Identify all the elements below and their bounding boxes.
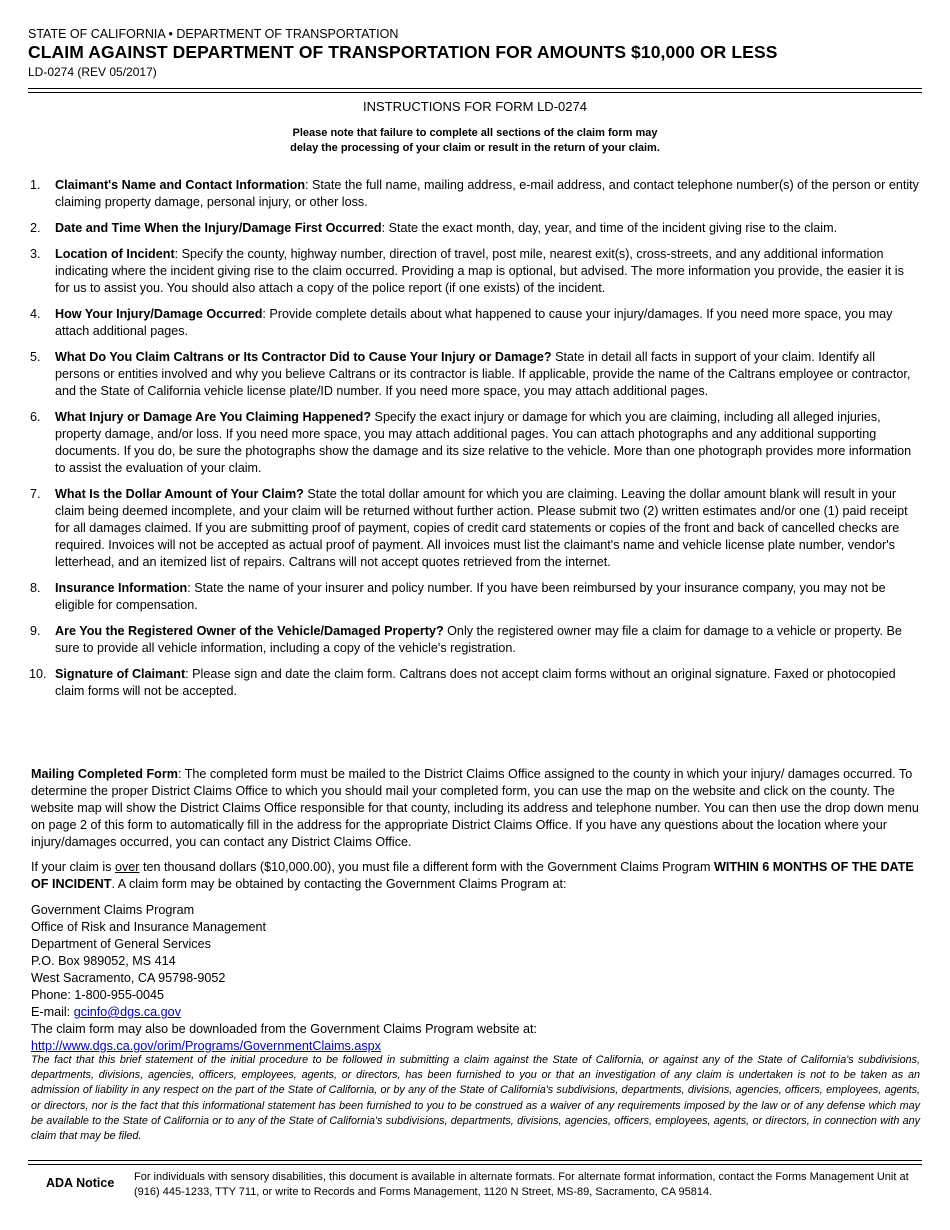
- item-text: : State the exact month, day, year, and time of the incident giving rise to the claim.: [381, 221, 838, 235]
- instruction-item: [30, 666, 920, 700]
- item-title: Signature of Claimant: [55, 667, 186, 681]
- item-number: 8.: [30, 581, 41, 595]
- instruction-item: [30, 177, 920, 211]
- address-line: West Sacramento, CA 95798-9052: [31, 971, 226, 985]
- over-underlined: over: [114, 860, 140, 874]
- item-text: State in detail all facts in support of your claim. Identify all persons or entities involved and why you believe Caltrans or its contractor is liable. If applicable, provide the name of the Caltrans employee or contractor, and the State of California vehicle license plate/ID number. If you need more space, you may attach additional pages.: [55, 350, 911, 398]
- form-title: CLAIM AGAINST DEPARTMENT OF TRANSPORTATION FOR AMOUNTS $10,000 OR LESS: [28, 42, 778, 62]
- item-title: What Do You Claim Caltrans or Its Contractor Did to Cause Your Injury or Damage?: [55, 350, 552, 364]
- address-line: Government Claims Program: [31, 903, 195, 917]
- mailing-paragraph: [31, 766, 921, 851]
- instructions-heading: INSTRUCTIONS FOR FORM LD-0274: [363, 99, 587, 114]
- address-line: Department of General Services: [31, 937, 211, 951]
- item-text: : State the full name, mailing address, e-mail address, and contact telephone number(s) of the person or entity claiming property damage, personal injury, or other loss.: [55, 178, 919, 209]
- email-label: E-mail:: [31, 1005, 74, 1019]
- item-number: 9.: [30, 624, 41, 638]
- item-number: 2.: [30, 221, 41, 235]
- over-post: . A claim form may be obtained by contacting the Government Claims Program at:: [111, 877, 567, 891]
- ada-notice-text: For individuals with sensory disabilities, this document is available in alternate formats. For alternate format information, contact the Forms Management Unit at (916) 445-1233, TTY 711, or write to Records and Forms Management, 1120 N Street, MS-89, Sacramento, CA 95814.: [134, 1171, 909, 1198]
- footer-divider: [28, 1160, 922, 1161]
- website-link[interactable]: http://www.dgs.ca.gov/orim/Programs/GovernmentClaims.aspx: [31, 1039, 381, 1053]
- item-number: 6.: [30, 410, 41, 424]
- instruction-item: [30, 409, 920, 477]
- deadline-text: WITHIN 6 MONTHS OF THE DATE OF INCIDENT: [31, 860, 914, 891]
- item-text: : Provide complete details about what happened to cause your injury/damages. If you need more space, you may attach additional pages.: [55, 307, 893, 338]
- note-line: delay the processing of your claim or result in the return of your claim.: [290, 142, 660, 154]
- instruction-item: [30, 220, 920, 237]
- item-number: 5.: [30, 350, 41, 364]
- header-divider-double: [28, 92, 922, 93]
- note-line: Please note that failure to complete all sections of the claim form may: [292, 127, 658, 139]
- mailing-text: : The completed form must be mailed to the District Claims Office assigned to the county in which your injury/ damages occurred. To determine the proper District Claims Office to which you should mail your completed form, you can use the map on the website and click on the county. The website map will show the District Claims Office responsible for that county, including its address and telephone number. You can then use the drop down menu on page 2 of this form to automatically fill in the address for the appropriate District Claims Office. If you have any questions about the location where your injury/damages occurred, you can contact any District Claims Office.: [31, 767, 919, 849]
- item-number: 7.: [30, 487, 41, 501]
- item-title: Location of Incident: [55, 247, 175, 261]
- item-text: Specify the exact injury or damage for which you are claiming, including all alleged injuries, property damage, and/or loss. If you need more space, you may attach additional pages. You can attach photographs and any additional supporting documents. If you do, be sure the photographs show the damage and its size relative to the vehicle. More than one photograph provides more information to assist the evaluation of your claim.: [55, 410, 912, 475]
- over-pre: If your claim is: [31, 860, 115, 874]
- item-title: What Is the Dollar Amount of Your Claim?: [55, 487, 304, 501]
- item-title: Are You the Registered Owner of the Vehicle/Damaged Property?: [55, 624, 444, 638]
- claims-program-address: [31, 902, 921, 1055]
- form-number: LD-0274 (REV 05/2017): [28, 65, 157, 79]
- item-text: : Please sign and date the claim form. Caltrans does not accept claim forms without an original signature. Faxed or photocopied claim forms will not be accepted.: [55, 667, 896, 698]
- item-number: 4.: [30, 307, 41, 321]
- download-text: The claim form may also be downloaded from the Government Claims Program website at:: [31, 1022, 538, 1036]
- instruction-item: [30, 246, 920, 297]
- item-text: : Specify the county, highway number, direction of travel, post mile, nearest exit(s), cross-streets, and any additional information indicating where the incident giving rise to the claim occurred. Providing a map is optional, but advised. The more information you provide, the easier it is for us to assist you. You should also attach a copy of the police report (if one exists) of the incident.: [55, 247, 904, 295]
- item-title: Date and Time When the Injury/Damage First Occurred: [55, 221, 382, 235]
- instruction-item: [30, 486, 920, 571]
- over-limit-paragraph: [31, 859, 921, 893]
- item-number: 10.: [29, 667, 47, 681]
- item-title: How Your Injury/Damage Occurred: [55, 307, 263, 321]
- address-line: Office of Risk and Insurance Management: [31, 920, 266, 934]
- agency-line: STATE OF CALIFORNIA • DEPARTMENT OF TRANSPORTATION: [28, 27, 399, 41]
- item-number: 3.: [30, 247, 41, 261]
- footer-divider-double: [28, 1164, 922, 1165]
- mailing-title: Mailing Completed Form: [31, 767, 178, 781]
- item-title: Insurance Information: [55, 581, 188, 595]
- liability-disclaimer: The fact that this brief statement of the initial procedure to be followed in submitting a claim against the State of California, or against any of the State of California's subdivisions, departments, divisions, agencies, officers, employees, agents, or directors, has been furnished to you or that an investigation of any claim is undertaken is not to be taken as an admission of liability in any respect on the part of the State of California, or by any of the State of California's subdivisions, departments, divisions, agencies, officers, employees, agents, or directors, nor is the fact that this informational statement has been furnished to you to be construed as a waiver of any requirements imposed by the law or of any defense which may be available to the State of California or to any of the State of California's subdivisions, departments, divisions, agencies, officers, employees, agents, or directors, in connection with any claim that may be filed.: [31, 1054, 920, 1143]
- instruction-item: [30, 306, 920, 340]
- ada-notice-label: ADA Notice: [46, 1176, 115, 1190]
- item-number: 1.: [30, 178, 41, 192]
- instruction-item: [30, 349, 920, 400]
- item-title: Claimant's Name and Contact Information: [55, 178, 306, 192]
- instruction-item: [30, 623, 920, 657]
- instruction-item: [30, 580, 920, 614]
- processing-note: [200, 126, 750, 156]
- instruction-list: [30, 177, 920, 709]
- over-mid: ten thousand dollars ($10,000.00), you must file a different form with the Government Claims Program: [139, 860, 714, 874]
- item-text: State the total dollar amount for which you are claiming. Leaving the dollar amount blank will result in your claim being deemed incomplete, and your claim will be returned without further action. Please submit two (2) written estimates and/or one (1) paid receipt for all damages claimed. If you are submitting proof of payment, copies of credit card statements or copies of the front and back of cancelled checks are required. Invoices will not be accepted as actual proof of payment. All invoices must list the claimant's name and vehicle license plate number, vendor's letterhead, and an itemized list of repairs. Caltrans will not accept quotes retrieved from the internet.: [55, 487, 908, 569]
- phone-line: Phone: 1-800-955-0045: [31, 988, 165, 1002]
- header-divider: [28, 88, 922, 89]
- email-line: [31, 1004, 921, 1021]
- item-title: What Injury or Damage Are You Claiming Happened?: [55, 410, 372, 424]
- email-link[interactable]: gcinfo@dgs.ca.gov: [73, 1005, 181, 1019]
- item-text: : State the name of your insurer and policy number. If you have been reimbursed by your insurance company, you may not be eligible for compensation.: [55, 581, 886, 612]
- address-line: P.O. Box 989052, MS 414: [31, 954, 176, 968]
- item-text: Only the registered owner may file a claim for damage to a vehicle or property. Be sure to provide all vehicle information, including a copy of the vehicle's registration.: [55, 624, 902, 655]
